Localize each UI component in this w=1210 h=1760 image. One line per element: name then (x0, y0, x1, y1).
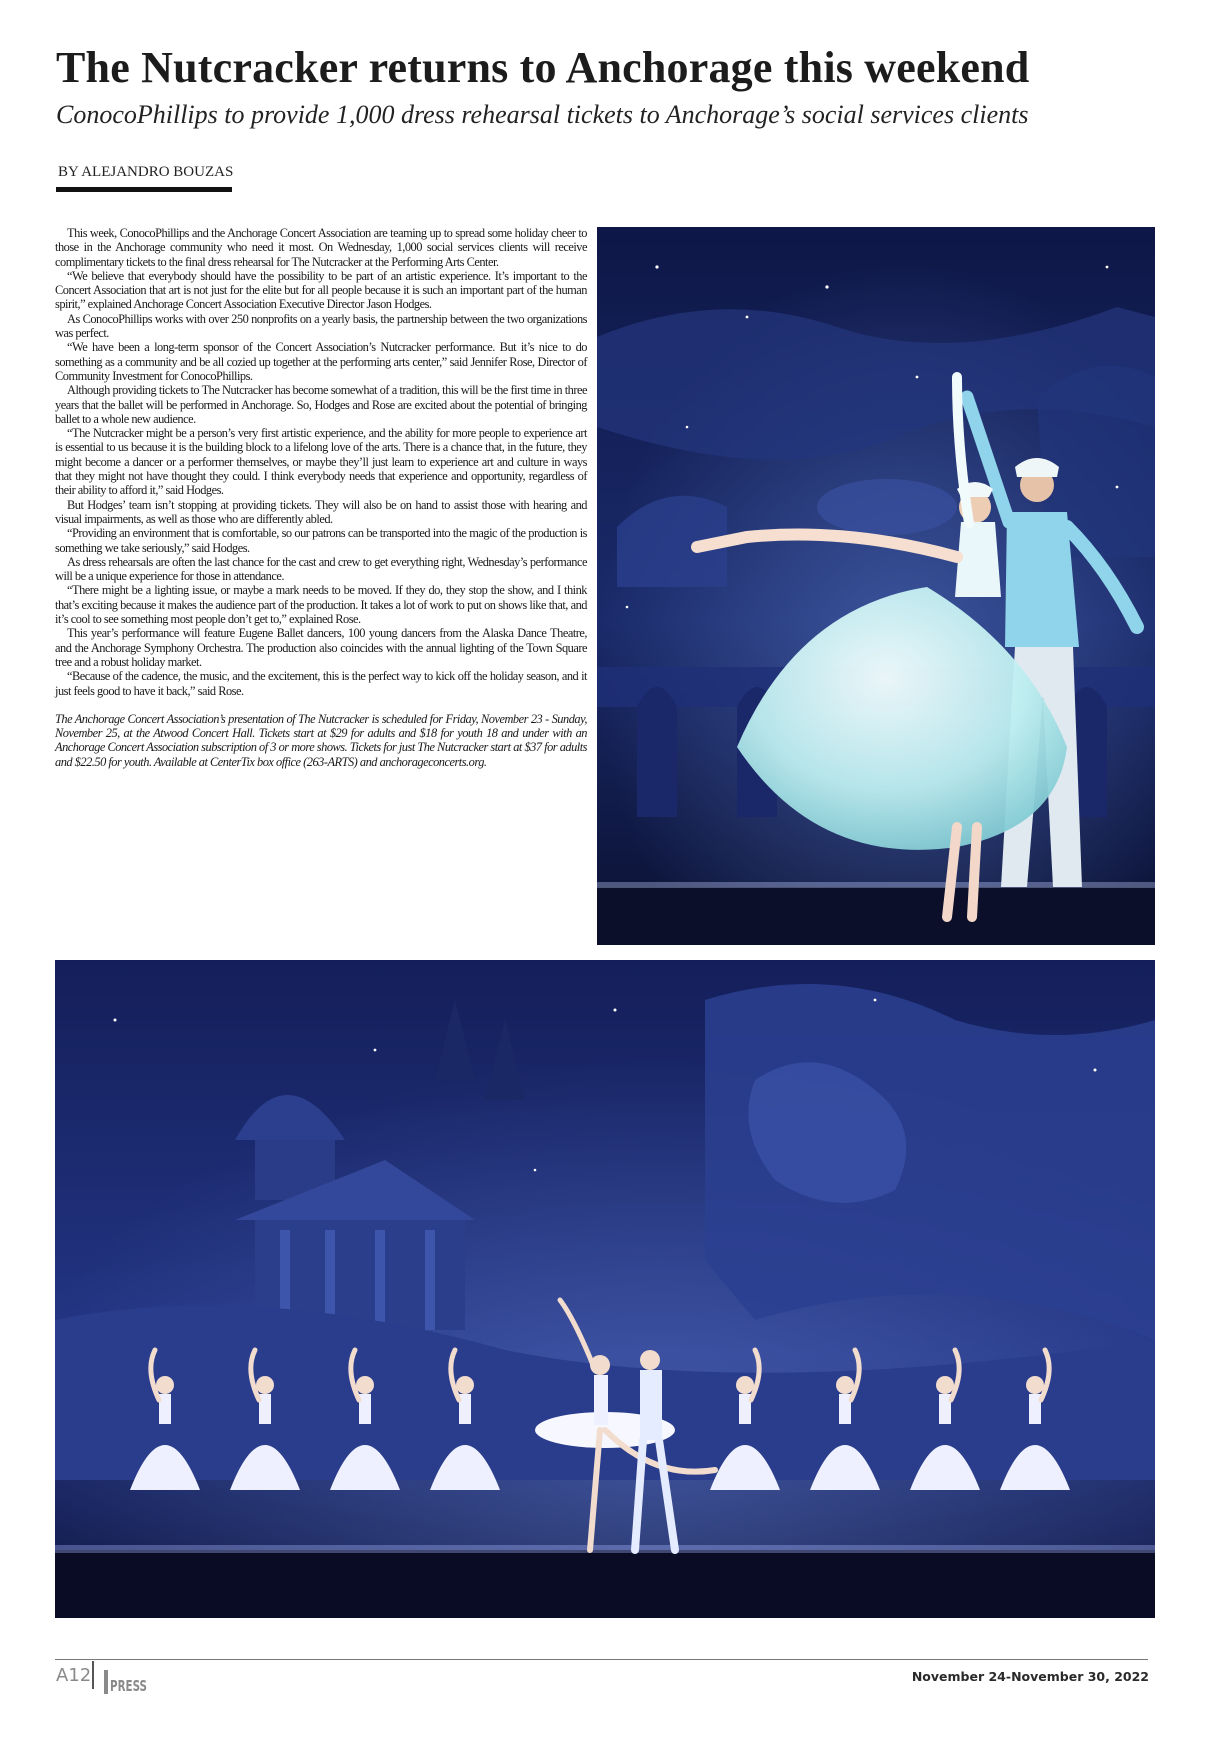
article-paragraph: As ConocoPhillips works with over 250 nonprofits on a yearly basis, the partnership between the two organizations was perfect. (55, 311, 587, 341)
article-paragraph: “We have been a long-term sponsor of the Concert Association’s Nutcracker performance. But it’s nice to do something as a community and be all cozied up together at the performing arts center,” said Jennifer Rose, Director of Community Investment for ConocoPhillips. (55, 340, 587, 383)
article-paragraph: Although providing tickets to The Nutcracker has become somewhat of a tradition, this will be the first time in three years that the ballet will be performed in Anchorage. So, Hodges and Rose are excited about the potential of bringing ballet to a whole new audience. (55, 383, 587, 426)
event-note: The Anchorage Concert Association’s presentation of The Nutcracker is scheduled for Friday, November 23 - Sunday, November 25, at the Atwood Concert Hall. Tickets start at $29 for adults and $18 for youth 18 and under with an Anchorage Concert Association subscription of 3 or more shows. Tickets for just The Nutcracker start at $37 for adults and $22.50 for youth. Available at CenterTix box office (263-ARTS) and anchorageconcerts.org. (55, 711, 587, 769)
article-body (55, 226, 587, 769)
article-paragraph: This week, ConocoPhillips and the Anchorage Concert Association are teaming up to spread some holiday cheer to those in the Anchorage community who need it most. On Wednesday, 1,000 social services clients will receive complimentary tickets to the final dress rehearsal for The Nutcracker at the Performing Arts Center. (55, 226, 587, 269)
footer-rule (55, 1659, 1148, 1660)
photo-pas-de-deux (597, 227, 1155, 945)
article-paragraph: This year’s performance will feature Eugene Ballet dancers, 100 young dancers from the Alaska Dance Theatre, and the Anchorage Symphony Orchestra. The production also coincides with the annual lighting of the Town Square tree and a robust holiday market. (55, 626, 587, 669)
issue-date: November 24-November 30, 2022 (911, 1669, 1149, 1684)
article-paragraph: But Hodges’ team isn’t stopping at providing tickets. They will also be on hand to assist those with hearing and visual impairments, as well as those who are differently abled. (55, 497, 587, 526)
article-paragraph: “Because of the cadence, the music, and the excitement, this is the perfect way to kick off the holiday season, and it just feels good to have it back,” said Rose. (55, 669, 587, 698)
article-paragraph: “We believe that everybody should have the possibility to be part of an artistic experience. It’s important to the Concert Association that art is not just for the elite but for all people because it is such an important part of the human spirit,” explained Anchorage Concert Association Executive Director Jason Hodges. (55, 268, 587, 312)
subheadline: ConocoPhillips to provide 1,000 dress rehearsal tickets to Anchorage’s social services clients (56, 100, 1029, 129)
byline: BY ALEJANDRO BOUZAS (58, 164, 234, 180)
byline-rule (56, 187, 232, 192)
article-paragraph: “There might be a lighting issue, or maybe a mark needs to be moved. If they do, they stop the show, and I think that’s exciting because it makes the audience part of the production. It takes a lot of work to put on shows like that, and it’s cool to see something most people don’t get to,” explained Rose. (55, 583, 587, 627)
press-logo (104, 1668, 148, 1696)
folio-separator (92, 1661, 94, 1689)
press-logo-text: PRESS (110, 1677, 147, 1695)
article-paragraph: “Providing an environment that is comfortable, so our patrons can be transported into the magic of the production is something we take seriously,” said Hodges. (55, 526, 587, 555)
page-number: A12 (56, 1665, 92, 1686)
article-paragraph: “The Nutcracker might be a person’s very first artistic experience, and the ability for more people to experience art is essential to us because it is the building block to a lifelong love of the arts. There is a chance that, in the future, they might become a dancer or a performer themselves, or maybe they’ll just learn to experience art and culture in ways that they might not have thought they could. I think everybody needs that experience and opportunity, regardless of their ability to afford it,” said Hodges. (55, 426, 587, 498)
photo-corps-de-ballet (55, 960, 1155, 1618)
article-paragraph: As dress rehearsals are often the last chance for the cast and crew to get everything right, Wednesday’s performance will be a unique experience for those in attendance. (55, 554, 587, 584)
headline: The Nutcracker returns to Anchorage this weekend (56, 43, 1030, 92)
